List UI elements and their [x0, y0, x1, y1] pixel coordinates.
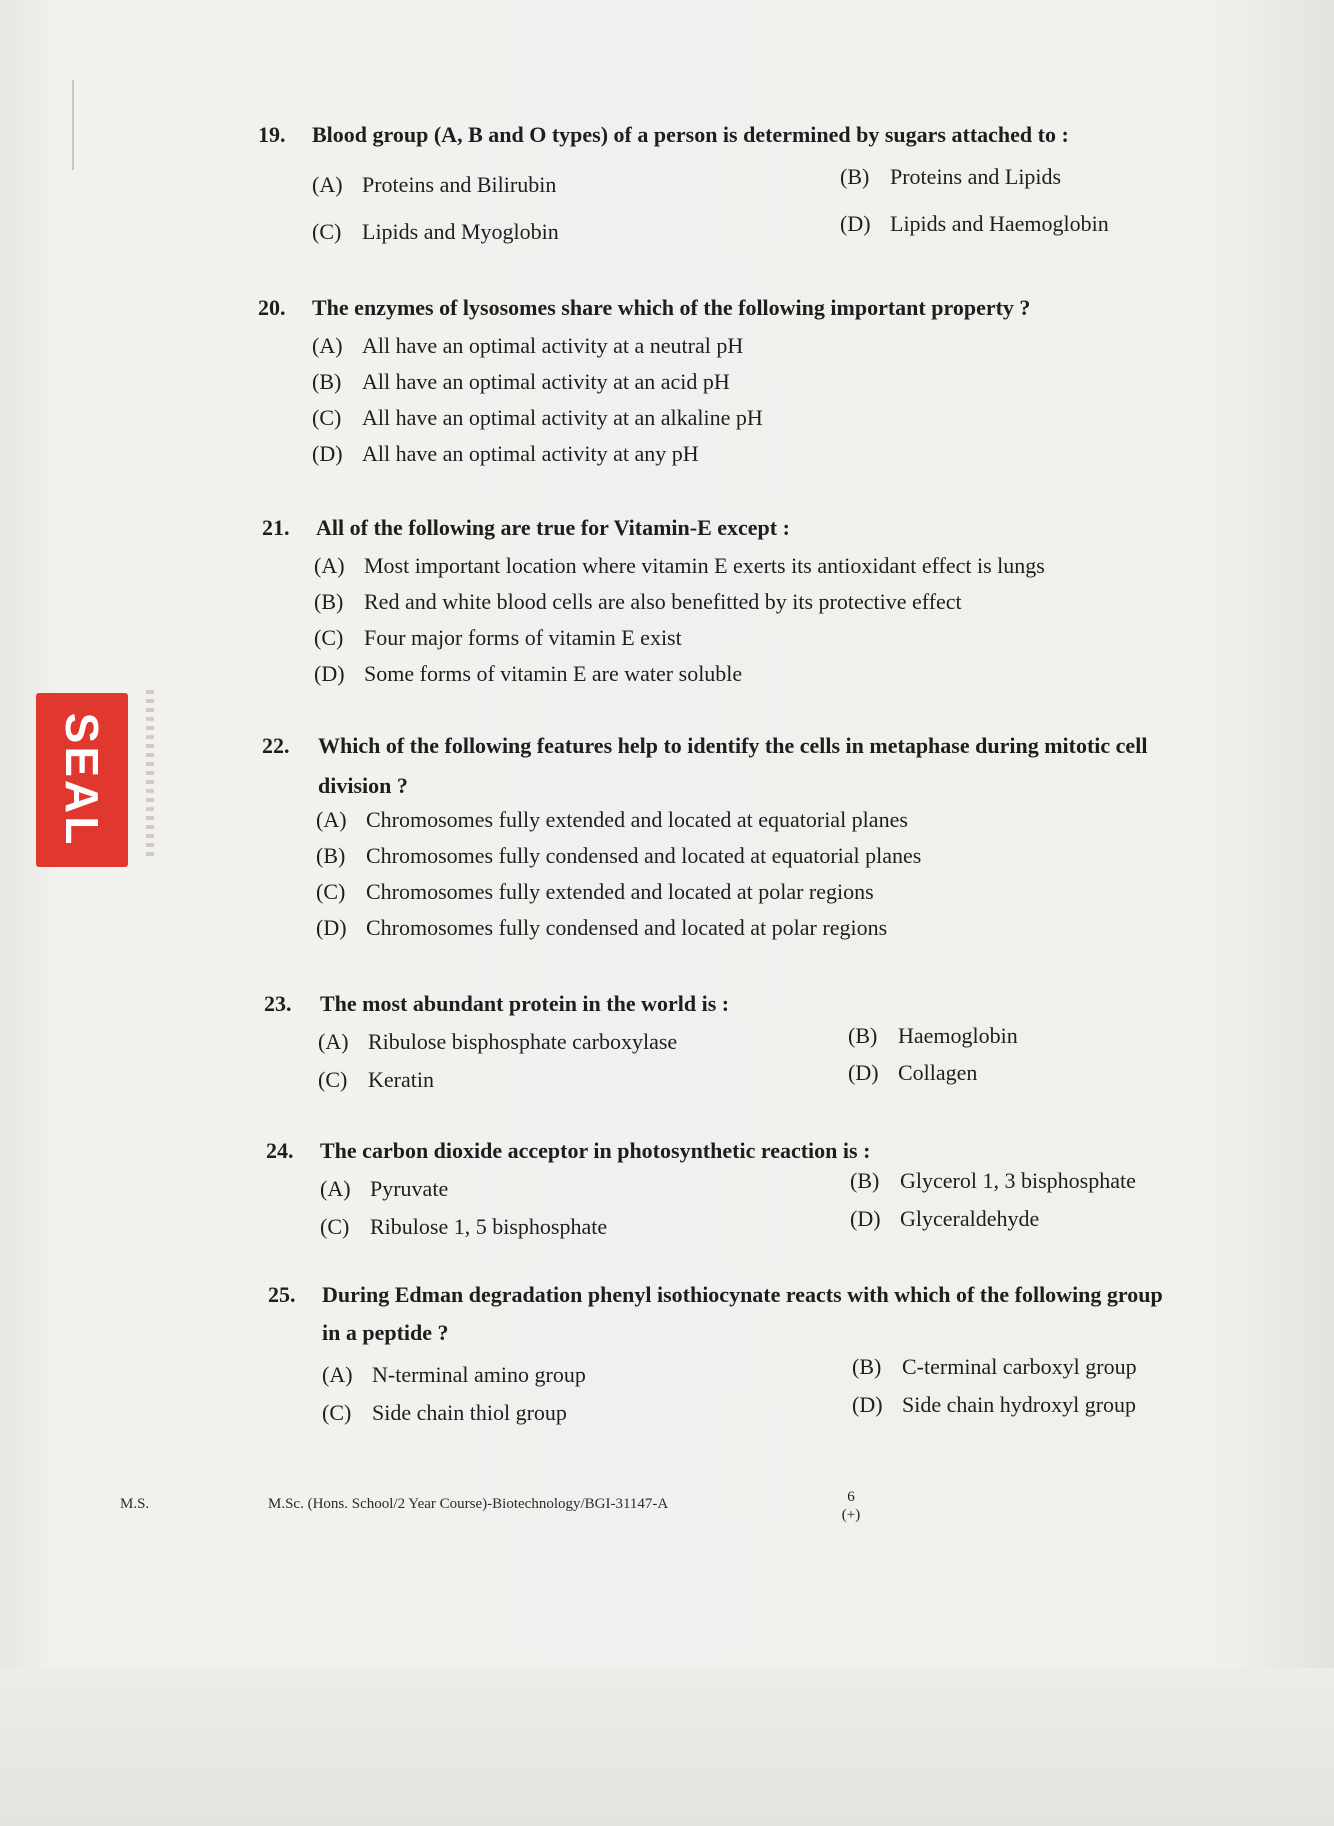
option-letter: (B)	[312, 369, 342, 394]
question-number: 25.	[268, 1282, 296, 1307]
option-b	[850, 1164, 1136, 1198]
option-text: All have an optimal activity at an acid pH	[362, 369, 730, 394]
option-text: Lipids and Myoglobin	[362, 219, 559, 244]
option-letter: (A)	[320, 1176, 351, 1201]
question-stem: All of the following are true for Vitamin-E except :	[316, 515, 790, 540]
option-letter: (B)	[848, 1023, 878, 1048]
option-text: Chromosomes fully extended and located at equatorial planes	[366, 807, 908, 832]
option-b	[316, 839, 921, 873]
option-c	[318, 1063, 434, 1097]
option-a	[318, 1025, 677, 1059]
seal-label	[36, 693, 128, 867]
option-b	[848, 1019, 1018, 1053]
scan-bottom-band	[0, 1668, 1334, 1826]
option-text: Ribulose bisphosphate carboxylase	[368, 1029, 678, 1054]
option-text: All have an optimal activity at an alkaline pH	[362, 405, 763, 430]
option-text: C-terminal carboxyl group	[902, 1354, 1137, 1379]
question-stem: Blood group (A, B and O types) of a person is determined by sugars attached to :	[312, 122, 1069, 147]
option-letter: (B)	[852, 1354, 882, 1379]
option-letter: (A)	[312, 333, 343, 358]
option-a	[312, 168, 556, 202]
option-b	[314, 585, 962, 619]
option-a	[320, 1172, 448, 1206]
option-text: Ribulose 1, 5 bisphosphate	[370, 1214, 608, 1239]
page-number-mark: (+)	[841, 1507, 861, 1523]
option-letter: (C)	[316, 879, 346, 904]
option-d	[848, 1056, 977, 1090]
option-letter: (C)	[314, 625, 344, 650]
option-a	[312, 329, 743, 363]
question-stem-line-1: During Edman degradation phenyl isothiocynate reacts with which of the following group	[322, 1282, 1163, 1307]
option-text: N-terminal amino group	[372, 1362, 586, 1387]
option-text: Glycerol 1, 3 bisphosphate	[900, 1168, 1136, 1193]
question-stem: The carbon dioxide acceptor in photosynthetic reaction is :	[320, 1138, 871, 1163]
option-text: Lipids and Haemoglobin	[890, 211, 1109, 236]
option-letter: (B)	[314, 589, 344, 614]
option-letter: (A)	[318, 1029, 349, 1054]
option-letter: (C)	[318, 1067, 348, 1092]
option-letter: (C)	[320, 1214, 350, 1239]
option-letter: (C)	[312, 405, 342, 430]
option-d	[316, 911, 887, 945]
option-a	[322, 1358, 586, 1392]
option-text: Haemoglobin	[898, 1023, 1018, 1048]
option-c	[320, 1210, 607, 1244]
option-text: Pyruvate	[370, 1176, 449, 1201]
option-b	[840, 160, 1061, 194]
option-text: Side chain hydroxyl group	[902, 1392, 1137, 1417]
option-text: All have an optimal activity at a neutral pH	[362, 333, 744, 358]
question-number: 24.	[266, 1138, 294, 1163]
option-c	[322, 1396, 567, 1430]
option-text: Chromosomes fully condensed and located at equatorial planes	[366, 843, 922, 868]
option-a	[316, 803, 908, 837]
page-number-value: 6	[847, 1489, 855, 1505]
question-number: 19.	[258, 122, 286, 147]
question-number: 21.	[262, 515, 290, 540]
option-c	[312, 215, 559, 249]
option-letter: (D)	[316, 915, 347, 940]
question-number: 22.	[262, 733, 290, 758]
option-c	[314, 621, 682, 655]
option-letter: (D)	[314, 661, 345, 686]
question-stem: The enzymes of lysosomes share which of the following important property ?	[312, 295, 1031, 320]
option-letter: (B)	[850, 1168, 880, 1193]
option-text: Chromosomes fully extended and located at polar regions	[366, 879, 874, 904]
option-a	[314, 549, 1045, 583]
option-text: Most important location where vitamin E exerts its antioxidant effect is lungs	[364, 553, 1045, 578]
option-letter: (D)	[840, 211, 871, 236]
option-text: Four major forms of vitamin E exist	[364, 625, 682, 650]
option-text: Collagen	[898, 1060, 978, 1085]
question-stem-line-2: division ?	[318, 773, 408, 798]
question-stem: The most abundant protein in the world is :	[320, 991, 730, 1016]
scan-edge-shadow	[1240, 0, 1334, 1826]
page-number	[838, 1488, 864, 1524]
option-text: Chromosomes fully condensed and located at polar regions	[366, 915, 888, 940]
option-text: Some forms of vitamin E are water soluble	[364, 661, 743, 686]
option-d	[314, 657, 742, 691]
option-text: Proteins and Bilirubin	[362, 172, 557, 197]
option-text: Proteins and Lipids	[890, 164, 1062, 189]
option-c	[316, 875, 874, 909]
seal-perforation	[146, 690, 154, 860]
question-number: 20.	[258, 295, 286, 320]
option-letter: (C)	[312, 219, 342, 244]
option-d	[850, 1202, 1039, 1236]
option-letter: (C)	[322, 1400, 352, 1425]
option-b	[312, 365, 730, 399]
footer-code: M.S.	[120, 1496, 150, 1512]
option-text: Keratin	[368, 1067, 434, 1092]
option-letter: (A)	[314, 553, 345, 578]
option-text: Glyceraldehyde	[900, 1206, 1040, 1231]
option-d	[840, 207, 1109, 241]
option-text: Side chain thiol group	[372, 1400, 567, 1425]
option-c	[312, 401, 763, 435]
question-stem-line-2: in a peptide ?	[322, 1320, 449, 1345]
option-text: Red and white blood cells are also benefitted by its protective effect	[364, 589, 962, 614]
option-letter: (B)	[316, 843, 346, 868]
seal-label-text: SEAL	[56, 712, 108, 848]
option-text: All have an optimal activity at any pH	[362, 441, 699, 466]
option-letter: (A)	[322, 1362, 353, 1387]
option-letter: (A)	[316, 807, 347, 832]
question-number: 23.	[264, 991, 292, 1016]
option-letter: (D)	[850, 1206, 881, 1231]
option-letter: (A)	[312, 172, 343, 197]
question-stem-line-1: Which of the following features help to identify the cells in metaphase during mitotic cell	[318, 733, 1148, 758]
option-b	[852, 1350, 1137, 1384]
option-d	[852, 1388, 1136, 1422]
option-letter: (B)	[840, 164, 870, 189]
margin-mark	[72, 80, 74, 170]
option-letter: (D)	[312, 441, 343, 466]
footer-course: M.Sc. (Hons. School/2 Year Course)-Biotechnology/BGI-31147-A	[268, 1496, 669, 1512]
option-letter: (D)	[852, 1392, 883, 1417]
option-d	[312, 437, 699, 471]
option-letter: (D)	[848, 1060, 879, 1085]
